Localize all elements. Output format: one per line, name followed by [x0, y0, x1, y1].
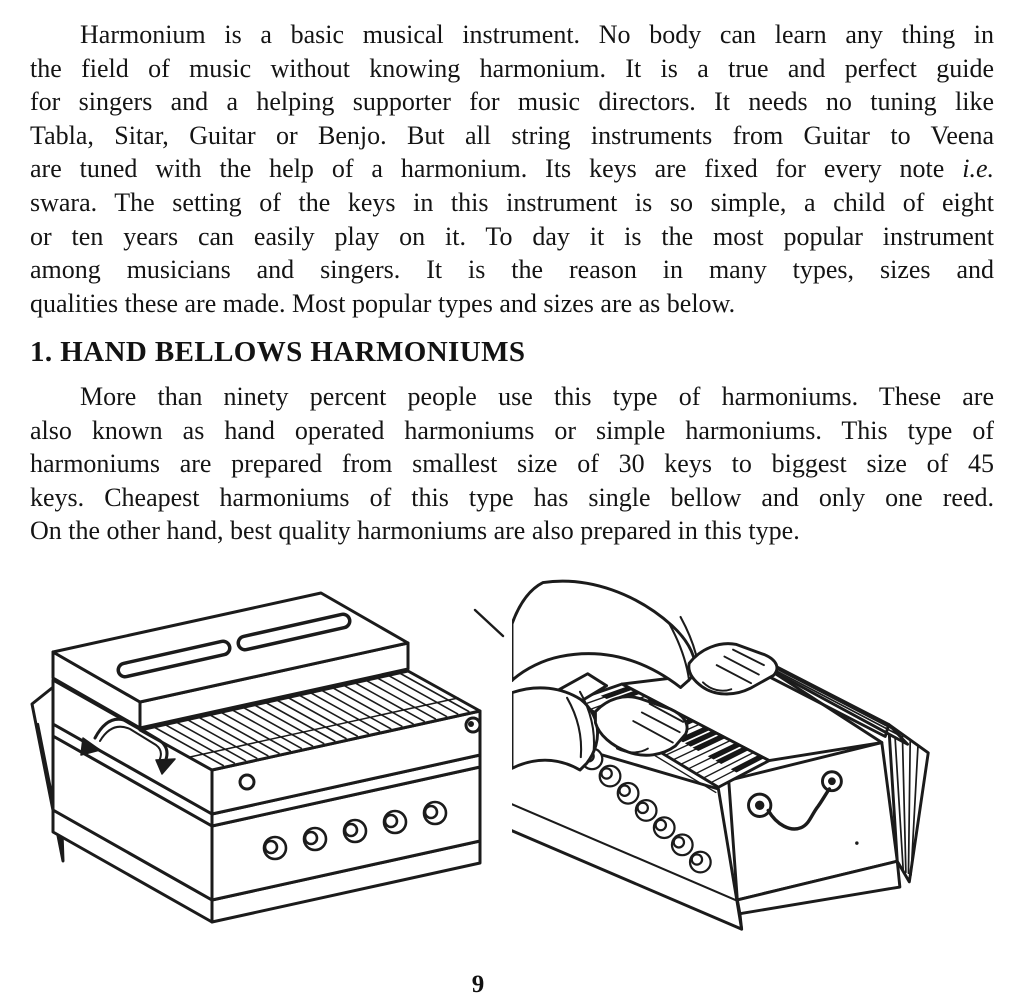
text-line: among musicians and singers. It is the reason in many types, sizes and [30, 255, 994, 285]
text-line: also known as hand operated harmoniums or simple harmoniums. This type of [30, 415, 994, 445]
section-paragraph [30, 380, 994, 548]
text-line: for singers and a helping supporter for music directors. It needs no tuning like [30, 87, 994, 117]
text-line: Harmonium is a basic musical instrument. No body can learn any thing in [80, 20, 994, 49]
text-line: Tabla, Sitar, Guitar or Benjo. But all string instruments from Guitar to Veena [30, 120, 994, 150]
text-line: More than ninety percent people use this type of harmoniums. These are [80, 382, 994, 411]
text-line: are tuned with the help of a harmonium. Its keys are fixed for every note i.e. [30, 154, 994, 184]
player-right-arm [512, 581, 777, 694]
text-line: harmoniums are prepared from smallest size of 30 keys to biggest size of 45 [30, 449, 994, 479]
playing-harmonium-illustration [512, 572, 942, 938]
case-right-face [729, 743, 900, 930]
text-line: keys. Cheapest harmoniums of this type has single bellow and only one reed. [30, 482, 994, 512]
text-line: the field of music without knowing harmonium. It is a true and perfect guide [30, 53, 994, 83]
stray-mark [475, 610, 503, 636]
page-number: 9 [471, 971, 485, 998]
intro-paragraph [30, 18, 994, 320]
text-line: or ten years can easily play on it. To day it is the most popular instrument [30, 221, 994, 251]
text-line: On the other hand, best quality harmoniums are also prepared in this type. [30, 516, 800, 546]
section-heading: 1. HAND BELLOWS HARMONIUMS [30, 336, 526, 368]
text-line: swara. The setting of the keys in this instrument is so simple, a child of eight [30, 187, 994, 217]
figure-hand-bellows-harmonium [25, 570, 505, 945]
text-line: qualities these are made. Most popular types and sizes are as below. [30, 288, 736, 318]
figure-harmonium-being-played [512, 572, 942, 938]
harmonium-illustration [25, 570, 505, 945]
